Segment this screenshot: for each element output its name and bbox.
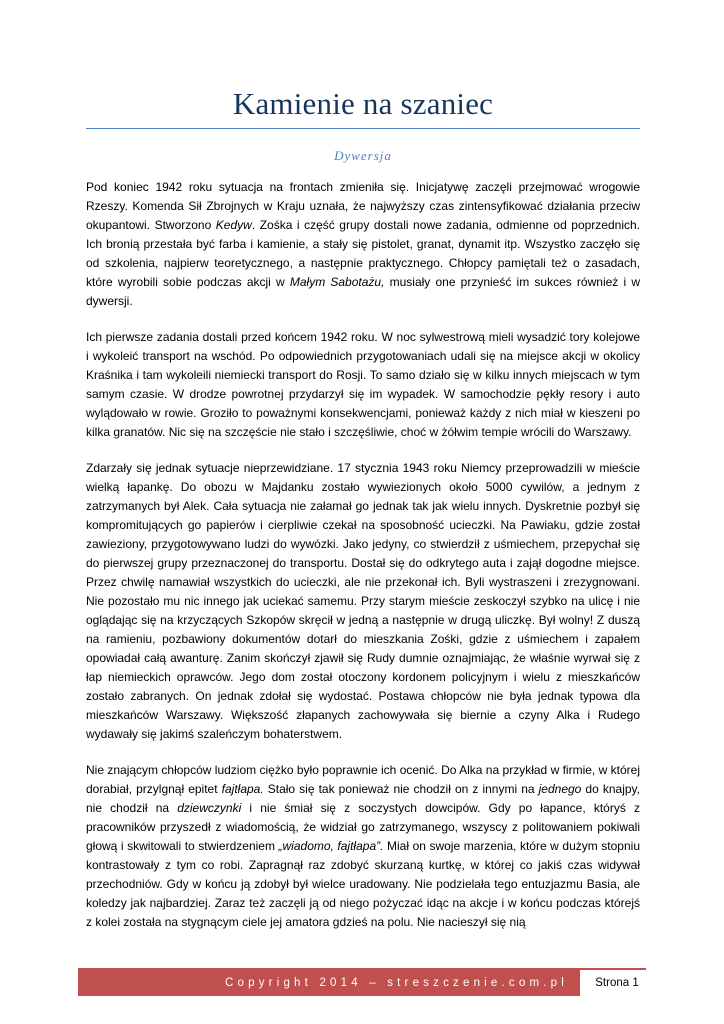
text-run: Ich pierwsze zadania dostali przed końcem 1942 roku. W noc sylwestrową mieli wysadzić tory kolejowe i wykoleić transport na wschód. Po odpowiednich przygotowaniach udali się na miejsce akcji w okolicy Kraśnika i tam wykoleili niemiecki transport do Rosji. To samo działo się w kilku innych miejscach w tym samym czasie. W drodze powrotnej przydarzył się im wypadek. W samochodzie pękły resory i auto wylądowało w rowie. Groziło to poważnymi konsekwencjami, ponieważ każdy z nich miał w kieszeni po kilka granatów. Nic się na szczęście nie stało i szczęśliwie, choć w żółwim tempie wrócili do Warszawy. [86,330,640,439]
paragraph-2 [86,328,640,442]
title-underline [86,128,640,129]
page-number: Strona 1 [595,977,639,989]
text-run: Nie znającym chłopców ludziom ciężko było poprawnie ich ocenić. Do Alka na przykład w firmie, w której dorabiał, przylgnął epitet [86,763,640,796]
italic-text-run: dziewczynki [177,801,242,815]
document-body [86,178,640,949]
text-run: Miał on swoje marzenia, które w dużym stopniu kontrastowały z tym co robi. Zapragnął raz zdobyć skurzaną kurtkę, w której co jakiś czas widywał przechodniów. Gdy w końcu ją zdobył był wielce uradowany. Nie podzielała tego entuzjazmu Basia, ale koledzy jak najbardziej. Zaraz też zaczęli ją od niego pożyczać idąc na akcje i w końcu podczas którejś z kolei została na stygnącym ciele jej amatora gdzieś na polu. Nie nacieszył się nią [86,839,640,929]
italic-text-run: fajtłapa. [221,782,264,796]
footer-copyright: Copyright 2014 – streszczenie.com.pl [78,970,580,996]
italic-text-run: Kedyw [215,218,252,232]
text-run: musiały one przynieść im sukces również i w dywersji. [86,275,640,308]
text-run: do knajpy, nie chodził na [86,782,640,815]
text-run: Zdarzały się jednak sytuacje nieprzewidziane. 17 stycznia 1943 roku Niemcy przeprowadzili w mieście wielką łapankę. Do obozu w Majdanku zostało wywiezionych około 5000 cywilów, a jednym z zatrzymanych był Alek. Cała sytuacja nie załamał go jednak tak jak wielu innych. Dyskretnie pozbył się kompromitujących go papierów i cierpliwie czekał na sposobność ucieczki. Na Pawiaku, gdzie został zawieziony, przygotowywano ludzi do wywózki. Jako jedyny, co stwierdził z uśmiechem, przepychał się do pierwszej grupy przeznaczonej do transportu. Dostał się do odkrytego auta i zajął dogodne miejsce. Przez chwilę namawiał wszystkich do ucieczki, ale nie przekonał ich. Byli wystraszeni i zrezygnowani. Nie pozostało mu nic innego jak uciekać samemu. Przy starym mieście zeskoczył szybko na ulicę i nie oglądając się na krzyczących Szkopów skręcił w jedną a następnie w drugą uliczkę. Był wolny! Z duszą na ramieniu, pozbawiony dokumentów dotarł do mieszkania Zośki, gdzie z uśmiechem i zapałem opowiadał całą awanturę. Zanim skończył zjawił się Rudy dumnie oznajmiając, że właśnie wyrwał się z łap niemieckich oprawców. Jego dom został otoczony kordonem policyjnym i wielu z mieszkańców zostało zabranych. On jednak zdołał się wydostać. Postawa chłopców nie była jednak typowa dla mieszkańców Warszawy. Większość złapanych zachowywała się biernie a czyny Alka i Rudego wydawały się jakimś szaleńczym bohaterstwem. [86,461,640,741]
italic-text-run: „wiadomo, fajtłapa”. [278,839,384,853]
text-run: . Zośka i część grupy dostali nowe zadania, odmienne od poprzednich. Ich bronią przestała być farba i kamienie, a stały się pistolet, granat, dynamit itp. Wszystko zaczęło się od szkolenia, najpierw teoretycznego, a następnie praktycznego. Chłopcy pamiętali też o zasadach, które wyrobili sobie podczas akcji w [86,218,640,289]
section-subtitle: Dywersja [334,148,392,163]
text-run: Stało się tak ponieważ nie chodził on z innymi na [263,782,539,796]
italic-text-run: Małym Sabotażu, [289,275,385,289]
text-run: Pod koniec 1942 roku sytuacja na frontach zmieniła się. Inicjatywę zaczęli przejmować wrogowie Rzeszy. Komenda Sił Zbrojnych w Kraju uznała, że najwyższy czas zintensyfikować działania przeciw okupantowi. Stworzono [86,180,640,232]
paragraph-4 [86,761,640,932]
paragraph-3 [86,459,640,744]
paragraph-1 [86,178,640,311]
page-footer [78,968,646,996]
document-title: Kamienie na szaniec [232,86,494,121]
text-run: i nie śmiał się z soczystych dowcipów. Gdy po łapance, któryś z pracowników przyszedł z wiadomością, że widział go zatrzymanego, wszyscy z politowaniem pokiwali głową i skwitowali to stwierdzeniem [86,801,641,853]
italic-text-run: jednego [538,782,582,796]
